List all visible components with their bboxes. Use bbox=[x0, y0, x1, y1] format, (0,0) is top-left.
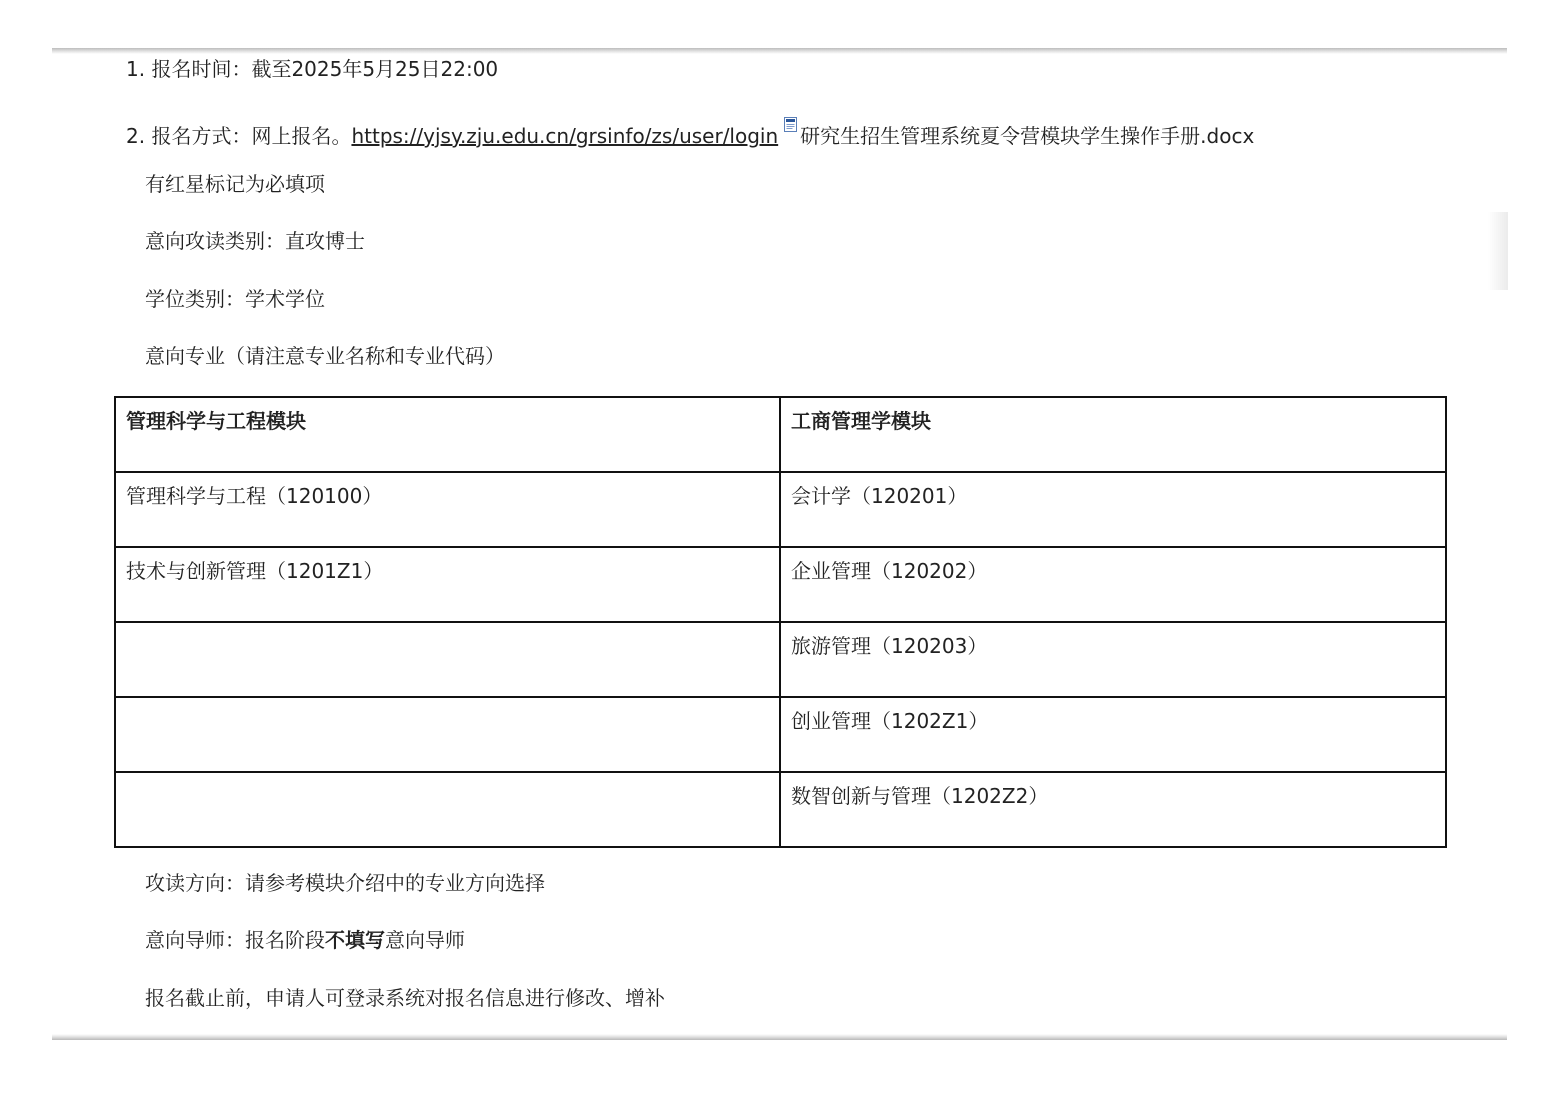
login-link[interactable]: https://yjsy.zju.edu.cn/grsinfo/zs/user/login bbox=[351, 124, 779, 148]
page-top-edge bbox=[52, 48, 1507, 54]
advisor-bold: 不填写 bbox=[325, 928, 385, 952]
table-cell bbox=[115, 697, 780, 772]
attachment-name[interactable]: 研究生招生管理系统夏令营模块学生操作手册.docx bbox=[800, 124, 1255, 148]
table-row bbox=[115, 697, 1446, 772]
table-cell: 企业管理（120202） bbox=[780, 547, 1446, 622]
table-cell: 数智创新与管理（1202Z2） bbox=[780, 772, 1446, 847]
required-hint: 有红星标记为必填项 bbox=[145, 172, 325, 196]
registration-time: 1. 报名时间：截至2025年5月25日22:00 bbox=[126, 57, 499, 81]
scroll-shadow bbox=[1488, 212, 1508, 290]
advisor-suffix: 意向导师 bbox=[385, 928, 465, 952]
table-cell bbox=[115, 622, 780, 697]
header-business-administration: 工商管理学模块 bbox=[780, 397, 1446, 472]
degree-type: 学位类别：学术学位 bbox=[145, 287, 325, 311]
table-cell: 会计学（120201） bbox=[780, 472, 1446, 547]
major-hint: 意向专业（请注意专业名称和专业代码） bbox=[145, 344, 505, 368]
registration-method bbox=[126, 112, 1254, 150]
word-doc-icon[interactable] bbox=[784, 112, 798, 128]
header-management-science: 管理科学与工程模块 bbox=[115, 397, 780, 472]
table-row bbox=[115, 472, 1446, 547]
major-table bbox=[114, 396, 1447, 848]
table-cell bbox=[115, 772, 780, 847]
advisor-prefix: 意向导师：报名阶段 bbox=[145, 928, 325, 952]
direction-note: 攻读方向：请参考模块介绍中的专业方向选择 bbox=[145, 871, 545, 895]
table-row bbox=[115, 547, 1446, 622]
table-row bbox=[115, 622, 1446, 697]
table-cell: 管理科学与工程（120100） bbox=[115, 472, 780, 547]
page-bottom-edge bbox=[52, 1034, 1507, 1040]
table-header-row bbox=[115, 397, 1446, 472]
registration-method-prefix: 2. 报名方式：网上报名。 bbox=[126, 124, 352, 148]
study-category: 意向攻读类别：直攻博士 bbox=[145, 229, 365, 253]
table-cell: 旅游管理（120203） bbox=[780, 622, 1446, 697]
table-row bbox=[115, 772, 1446, 847]
table-cell: 创业管理（1202Z1） bbox=[780, 697, 1446, 772]
table-cell: 技术与创新管理（1201Z1） bbox=[115, 547, 780, 622]
modify-note: 报名截止前，申请人可登录系统对报名信息进行修改、增补 bbox=[145, 986, 665, 1010]
advisor-note bbox=[145, 926, 465, 954]
